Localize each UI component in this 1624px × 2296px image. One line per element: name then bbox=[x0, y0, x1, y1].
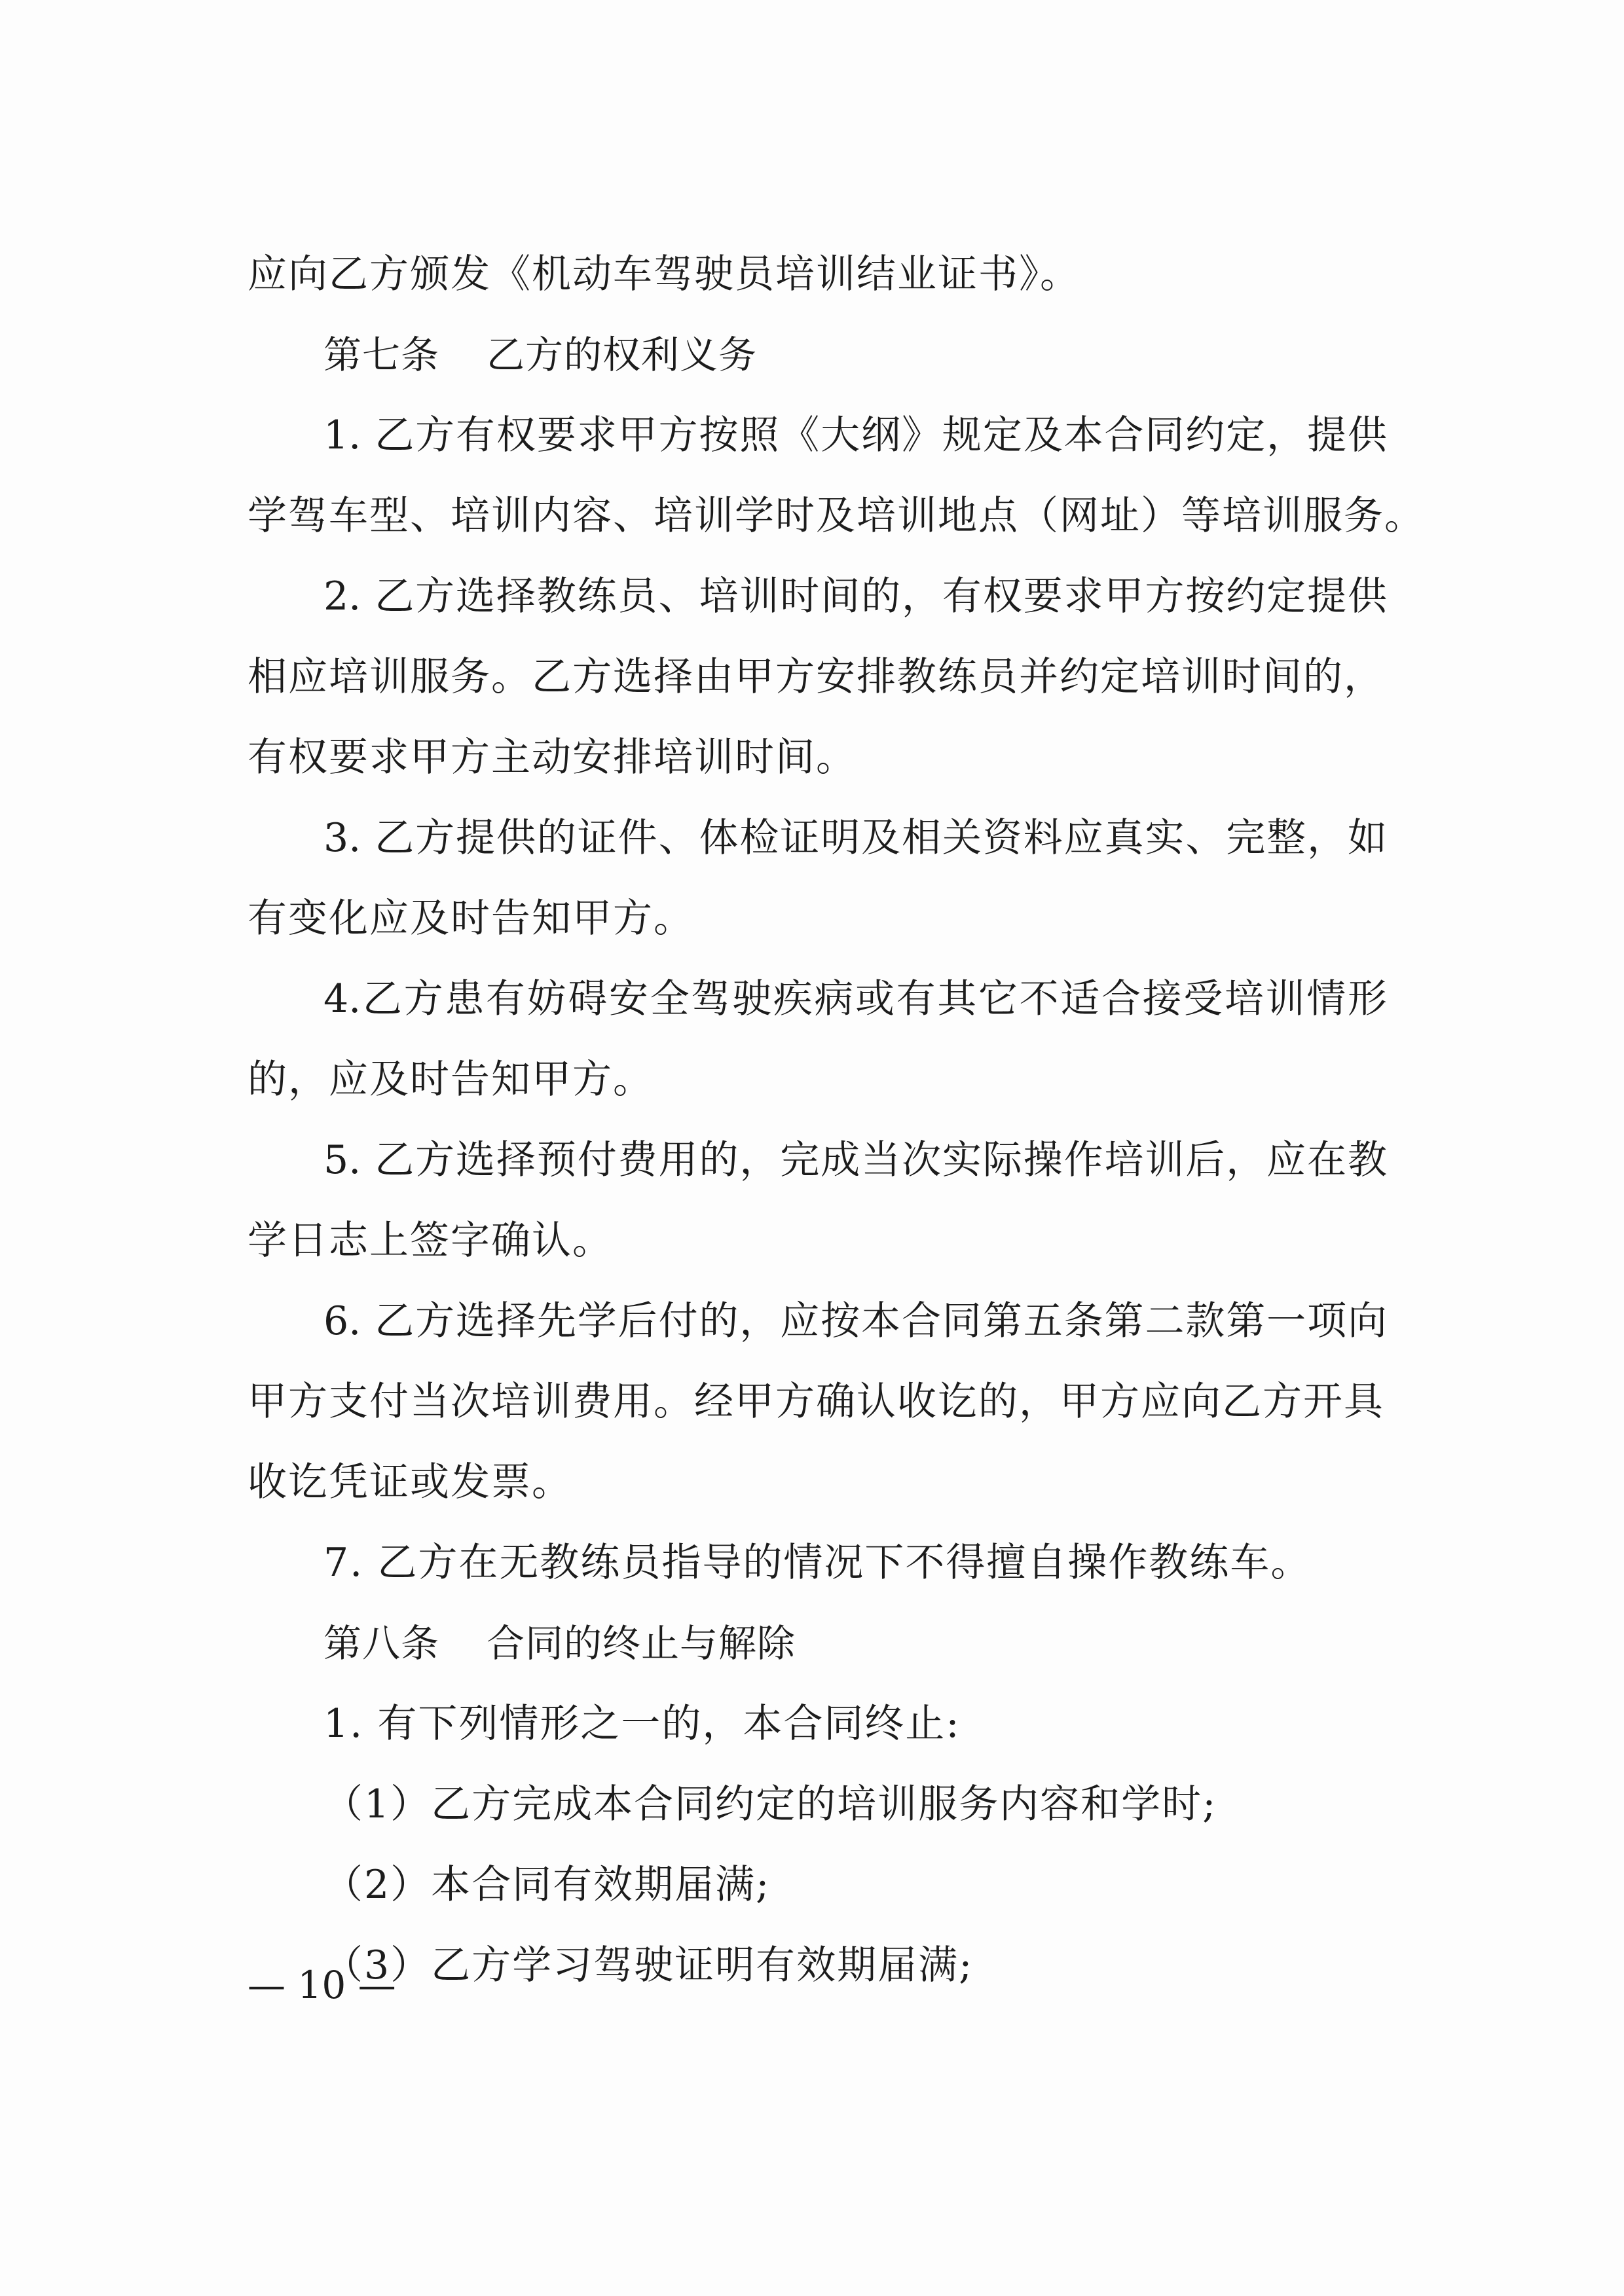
article-7-item-6: 6. 乙方选择先学后付的，应按本合同第五条第二款第一项向 bbox=[323, 1298, 1387, 1344]
page-number: — 10 — bbox=[248, 1963, 396, 2007]
article-7-item-5: 5. 乙方选择预付费用的，完成当次实际操作培训后，应在教 bbox=[323, 1137, 1387, 1183]
paragraph-line: 收讫凭证或发票。 bbox=[248, 1459, 572, 1505]
article-7-item-3: 3. 乙方提供的证件、体检证明及相关资料应真实、完整，如 bbox=[323, 815, 1387, 861]
article-8-title: 合同的终止与解除 bbox=[487, 1621, 796, 1666]
article-8-number: 第八条 bbox=[323, 1621, 440, 1666]
paragraph-line: 学驾车型、培训内容、培训学时及培训地点（网址）等培训服务。 bbox=[248, 493, 1425, 539]
article-7-number: 第七条 bbox=[323, 333, 440, 377]
paragraph-line: 有变化应及时告知甲方。 bbox=[248, 896, 694, 941]
article-8-subitem-3: （3）乙方学习驾驶证明有效期届满; bbox=[323, 1942, 974, 1988]
paragraph-line: 有权要求甲方主动安排培训时间。 bbox=[248, 735, 857, 780]
article-7-item-1: 1. 乙方有权要求甲方按照《大纲》规定及本合同约定，提供 bbox=[323, 412, 1387, 458]
article-8-heading bbox=[248, 1603, 1387, 1684]
article-7-item-4: 4.乙方患有妨碍安全驾驶疾病或有其它不适合接受培训情形 bbox=[323, 976, 1387, 1022]
paragraph-line: 应向乙方颁发《机动车驾驶员培训结业证书》。 bbox=[248, 251, 1080, 297]
paragraph-line: 甲方支付当次培训费用。经甲方确认收讫的，甲方应向乙方开具 bbox=[248, 1379, 1384, 1425]
article-8-subitem-1: （1）乙方完成本合同约定的培训服务内容和学时; bbox=[323, 1781, 1217, 1827]
article-8-item-1: 1. 有下列情形之一的，本合同终止: bbox=[323, 1701, 961, 1747]
article-7-title: 乙方的权利义务 bbox=[487, 333, 758, 377]
article-8-subitem-2: （2）本合同有效期届满; bbox=[323, 1862, 771, 1908]
paragraph-line: 的，应及时告知甲方。 bbox=[248, 1057, 654, 1102]
paragraph-line: 学日志上签字确认。 bbox=[248, 1218, 613, 1264]
document-body bbox=[248, 234, 1425, 2006]
article-7-item-2: 2. 乙方选择教练员、培训时间的，有权要求甲方按约定提供 bbox=[323, 574, 1387, 619]
article-7-heading bbox=[248, 315, 1387, 395]
article-7-item-7: 7. 乙方在无教练员指导的情况下不得擅自操作教练车。 bbox=[323, 1540, 1312, 1586]
paragraph-line: 相应培训服务。乙方选择由甲方安排教练员并约定培训时间的， bbox=[248, 654, 1384, 700]
